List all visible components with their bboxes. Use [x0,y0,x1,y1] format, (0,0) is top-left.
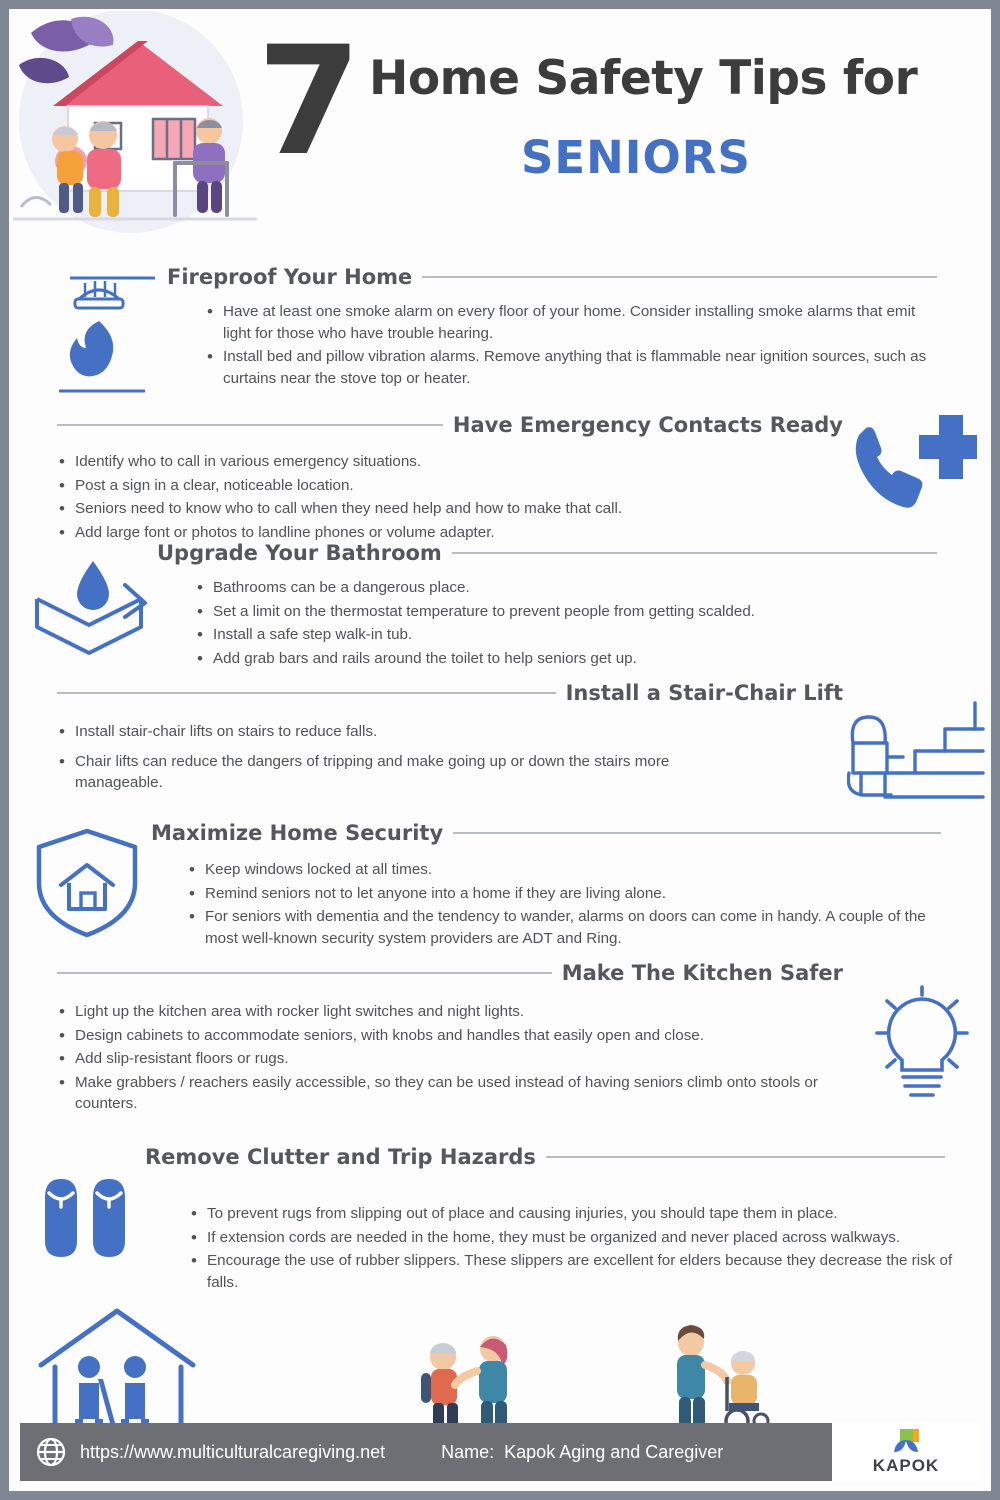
list-item: • For seniors with dementia and the tendency to wander, alarms on doors can come in handy. A couple of the most well-known security system providers are ADT and Ring. [187,906,947,949]
seniors-house-illustration [13,11,283,256]
globe-icon [36,1437,66,1467]
stair-chair-lift-icon [847,699,987,809]
section-title: Fireproof Your Home [167,265,413,289]
section-header-kitchen [57,961,843,985]
list-item: • Add grab bars and rails around the toilet to help seniors get up. [195,648,925,670]
footer-name-value: Kapok Aging and Caregiver [504,1441,724,1462]
list-item: • Install a safe step walk-in tub. [195,624,925,646]
header-rule [546,1156,945,1158]
section-title: Maximize Home Security [151,821,444,845]
bullet-list-kitchen [57,1001,847,1115]
section-header-clutter [145,1145,945,1169]
list-item: • Identify who to call in various emergency situations. [57,451,777,473]
footer-bar [20,1423,980,1481]
list-item: • To prevent rugs from slipping out of place and causing injuries, you should tape them in place. [189,1203,959,1225]
header-rule [57,692,556,694]
section-title: Install a Stair-Chair Lift [565,681,843,705]
list-item: • Chair lifts can reduce the dangers of tripping and make going up or down the stairs more manageable. [57,751,677,794]
light-bulb-icon [857,985,987,1105]
section-header-fireproof [167,265,937,289]
page-title: Home Safety Tips for [369,51,918,106]
list-item: • Install stair-chair lifts on stairs to reduce falls. [57,721,677,743]
big-number-seven: 7 [257,15,356,189]
list-item: • Make grabbers / reachers easily accessible, so they can be used instead of having seniors climb onto stools or counters. [57,1072,847,1115]
header-rule [422,276,937,278]
section-header-security [151,821,941,845]
kapok-logo-text: KAPOK [872,1456,940,1475]
footer-url[interactable]: https://www.multiculturalcaregiving.net [80,1441,386,1462]
section-header-emergency [57,413,843,437]
bullet-list-emergency [57,451,777,543]
section-emergency-contacts [57,413,987,545]
list-item: • Post a sign in a clear, noticeable location. [57,475,777,497]
section-title: Have Emergency Contacts Ready [452,413,843,437]
list-item: • Have at least one smoke alarm on every floor of your home. Consider installing smoke alarms that emit light for those who have trouble hearing. [205,301,945,344]
list-item: • Light up the kitchen area with rocker light switches and night lights. [57,1001,847,1023]
section-kitchen [57,961,987,1117]
header-rule [453,832,941,834]
header-rule [57,424,443,426]
section-stair-chair-lift [57,681,987,796]
header-rule [57,972,552,974]
footer-name-label: Name: [441,1441,495,1462]
header [9,9,991,259]
emergency-phone-cross-icon [847,409,977,519]
house-with-seniors-icon [31,1305,221,1437]
list-item: • Bathrooms can be a dangerous place. [195,577,925,599]
slippers-icon [37,1171,141,1271]
section-header-stairlift [57,681,843,705]
caregiver-helping-elder-man [409,1327,527,1437]
water-drop-shower-icon [27,555,153,659]
list-item: • Remind seniors not to let anyone into a home if they are living alone. [187,883,947,905]
section-title: Upgrade Your Bathroom [157,541,442,565]
list-item: • Design cabinets to accommodate seniors, with knobs and handles that easily open and close. [57,1025,847,1047]
list-item: • Add slip-resistant floors or rugs. [57,1048,847,1070]
list-item: • Install bed and pillow vibration alarms. Remove anything that is flammable near ignition sources, such as curtains near the stove top or heater. [205,346,945,389]
list-item: • Keep windows locked at all times. [187,859,947,881]
shield-house-icon [31,827,143,939]
list-item: • Add large font or photos to landline phones or volume adapter. [57,522,777,544]
kapok-logo [832,1423,980,1481]
bullet-list-clutter [189,1203,959,1293]
list-item: • Seniors need to know who to call when they need help and how to make that call. [57,498,777,520]
nurse-with-elder-in-wheelchair [657,1321,775,1437]
bullet-list-fireproof [205,301,945,389]
section-title: Remove Clutter and Trip Hazards [145,1145,536,1169]
bullet-list-stairlift [57,721,677,794]
list-item: • Encourage the use of rubber slippers. These slippers are excellent for elders because they decrease the risk of falls. [189,1250,959,1293]
section-header-bathroom [157,541,937,565]
bullet-list-bathroom [195,577,925,669]
kapok-leaf-logo [886,1428,926,1454]
list-item: • Set a limit on the thermostat temperature to prevent people from getting scalded. [195,601,925,623]
smoke-alarm-flame-icon [37,269,155,394]
bullet-list-security [187,859,947,949]
page-inner [9,9,991,1491]
page-subtitle: SENIORS [521,131,751,184]
list-item: • If extension cords are needed in the home, they must be organized and never placed across walkways. [189,1227,959,1249]
header-rule [452,552,937,554]
section-title: Make The Kitchen Safer [561,961,843,985]
